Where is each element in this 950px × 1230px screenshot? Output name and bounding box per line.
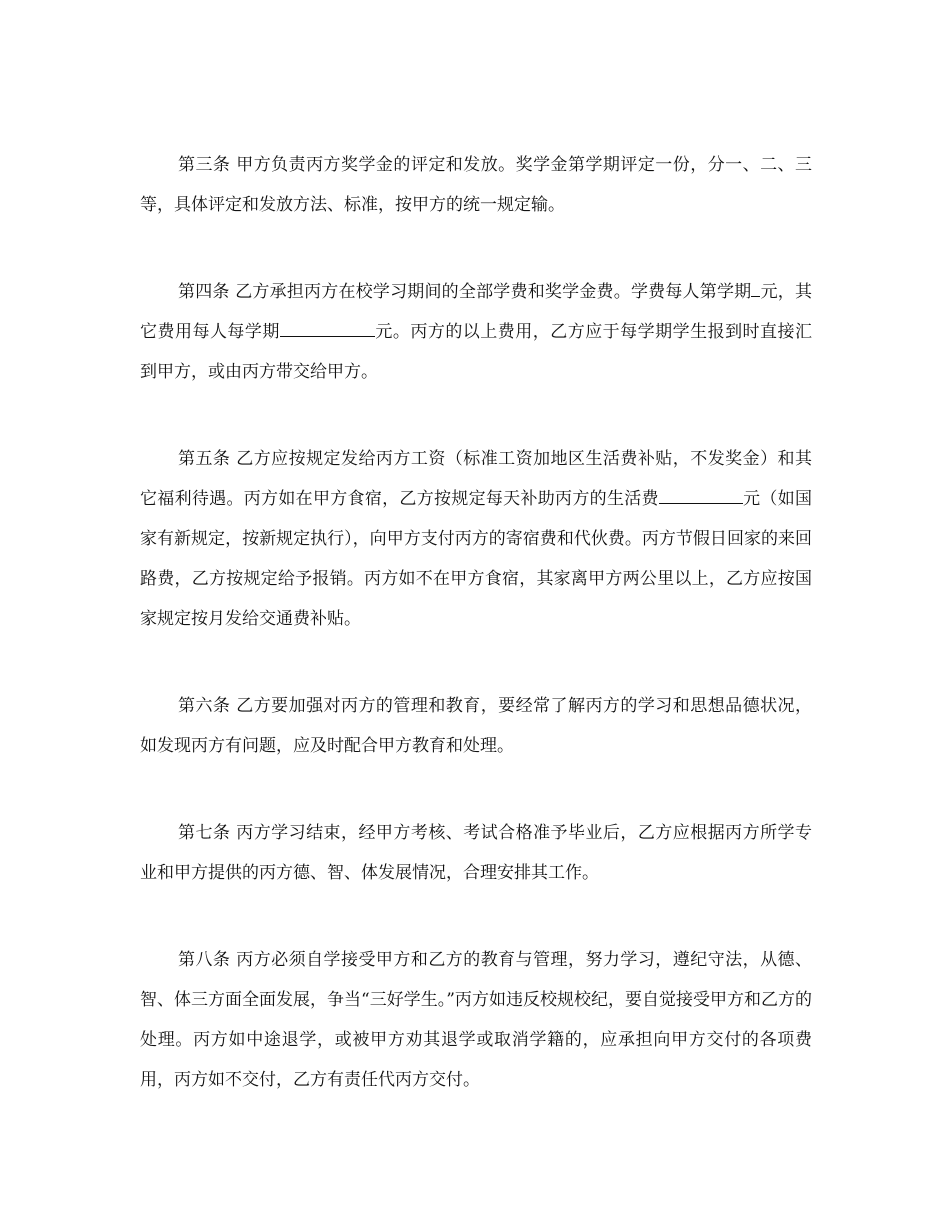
article-7-text: 第七条 丙方学习结束，经甲方考核、考试合格准予毕业后，乙方应根据丙方所学专业和甲方提供的丙方德、智、体发展情况，合理安排其工作。	[140, 823, 812, 883]
article-5-text-part1: 第五条 乙方应按规定发给丙方工资（标准工资加地区生活费补贴，不发奖金）和其它福利待遇。丙方如在甲方食宿，乙方按规定每天补助丙方的生活费	[140, 449, 812, 509]
article-5	[140, 439, 812, 639]
article-8-text: 第八条 丙方必须自学接受甲方和乙方的教育与管理，努力学习，遵纪守法，从德、智、体三方面全面发展，争当“三好学生。”丙方如违反校规校纪，要自觉接受甲方和乙方的处理。丙方如中途退学，或被甲方劝其退学或取消学籍的，应承担向甲方交付的各项费用，丙方如不交付，乙方有责任代丙方交付。	[140, 950, 812, 1090]
living-allowance-blank	[659, 485, 743, 504]
article-7	[140, 813, 812, 893]
article-4-text-part1: 第四条 乙方承担丙方在校学习期间的全部学费和奖学金费。学费每人第学期	[178, 282, 752, 302]
article-8	[140, 940, 812, 1100]
other-fees-blank	[280, 318, 375, 337]
article-4-text-part2: 元，其它费用每人每学期	[140, 282, 813, 342]
article-3-text: 第三条 甲方负责丙方奖学金的评定和发放。奖学金第学期评定一份，分一、二、三等，具体评定和发放方法、标准，按甲方的统一规定输。	[140, 155, 812, 215]
document-body	[140, 145, 812, 1100]
article-4	[140, 272, 812, 392]
article-6	[140, 686, 812, 766]
article-3	[140, 145, 812, 225]
article-5-text-part2: 元（如国家有新规定，按新规定执行），向甲方支付丙方的寄宿费和代伙费。丙方节假日回家的来回路费，乙方按规定给予报销。丙方如不在甲方食宿，其家离甲方两公里以上，乙方应按国家规定按月发给交通费补贴。	[140, 489, 813, 629]
article-6-text: 第六条 乙方要加强对丙方的管理和教育，要经常了解丙方的学习和思想品德状况，如发现丙方有问题，应及时配合甲方教育和处理。	[140, 696, 812, 756]
article-4-text-part3: 元。丙方的以上费用，乙方应于每学期学生报到时直接汇到甲方，或由丙方带交给甲方。	[140, 322, 813, 382]
